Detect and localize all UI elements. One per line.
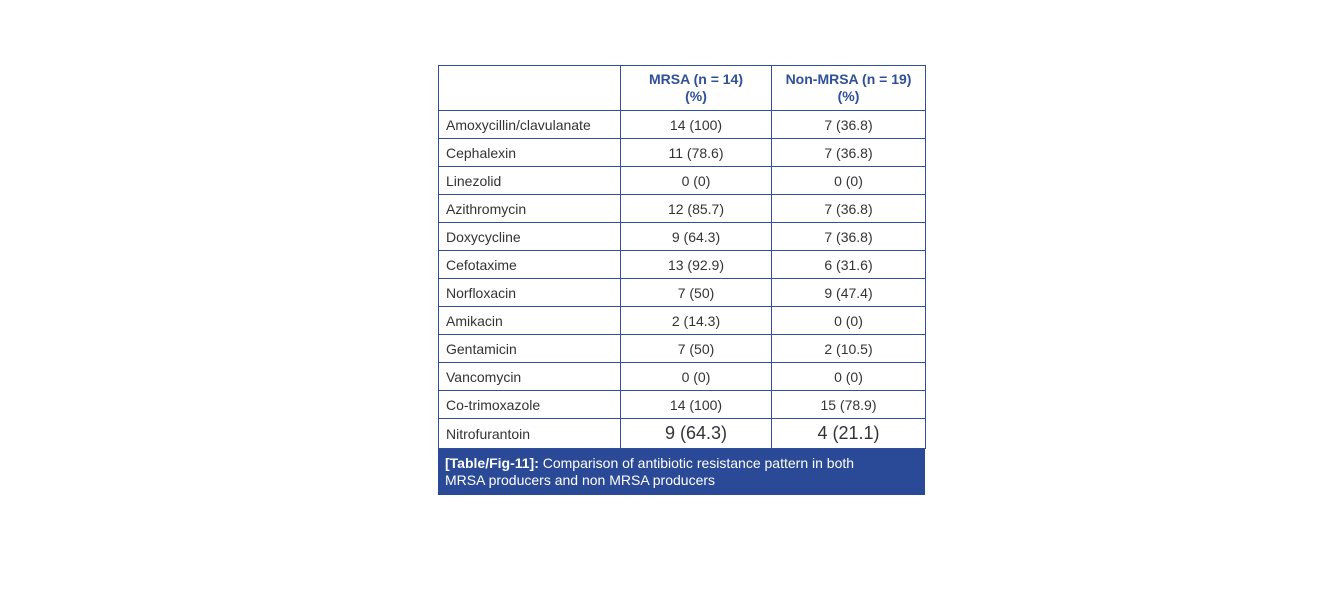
drug-cell: Doxycycline: [439, 223, 621, 251]
non-mrsa-cell: 0 (0): [772, 167, 926, 195]
non-mrsa-cell: 4 (21.1): [772, 419, 926, 449]
resistance-table: [438, 65, 926, 449]
table-row: [439, 223, 926, 251]
header-non-mrsa-line1: Non-MRSA (n = 19): [785, 71, 912, 87]
table-row: [439, 307, 926, 335]
table-row: [439, 363, 926, 391]
resistance-table-figure: [438, 65, 925, 495]
drug-cell: Co-trimoxazole: [439, 391, 621, 419]
table-row: [439, 391, 926, 419]
mrsa-cell: 13 (92.9): [621, 251, 772, 279]
header-mrsa-line2: (%): [685, 88, 707, 104]
mrsa-cell: 9 (64.3): [621, 223, 772, 251]
table-caption: [438, 449, 925, 495]
drug-cell: Cephalexin: [439, 139, 621, 167]
mrsa-cell: 0 (0): [621, 167, 772, 195]
mrsa-cell: 2 (14.3): [621, 307, 772, 335]
table-row: [439, 251, 926, 279]
drug-cell: Nitrofurantoin: [439, 419, 621, 449]
mrsa-cell: 14 (100): [621, 391, 772, 419]
table-row: [439, 111, 926, 139]
non-mrsa-cell: 7 (36.8): [772, 195, 926, 223]
table-row: [439, 335, 926, 363]
mrsa-cell: 14 (100): [621, 111, 772, 139]
mrsa-cell: 7 (50): [621, 335, 772, 363]
mrsa-cell: 9 (64.3): [621, 419, 772, 449]
header-non-mrsa: [772, 66, 926, 111]
non-mrsa-cell: 15 (78.9): [772, 391, 926, 419]
table-row: [439, 167, 926, 195]
header-mrsa: [621, 66, 772, 111]
drug-cell: Amikacin: [439, 307, 621, 335]
drug-cell: Vancomycin: [439, 363, 621, 391]
non-mrsa-cell: 7 (36.8): [772, 111, 926, 139]
drug-cell: Azithromycin: [439, 195, 621, 223]
non-mrsa-cell: 6 (31.6): [772, 251, 926, 279]
caption-text-line1: Comparison of antibiotic resistance pattern in both: [538, 455, 855, 471]
header-mrsa-line1: MRSA (n = 14): [649, 71, 743, 87]
non-mrsa-cell: 7 (36.8): [772, 139, 926, 167]
mrsa-cell: 7 (50): [621, 279, 772, 307]
caption-text-line2: MRSA producers and non MRSA producers: [445, 472, 716, 488]
drug-cell: Gentamicin: [439, 335, 621, 363]
table-row: [439, 139, 926, 167]
drug-cell: Linezolid: [439, 167, 621, 195]
table-row: [439, 195, 926, 223]
drug-cell: Norfloxacin: [439, 279, 621, 307]
non-mrsa-cell: 0 (0): [772, 363, 926, 391]
non-mrsa-cell: 2 (10.5): [772, 335, 926, 363]
mrsa-cell: 12 (85.7): [621, 195, 772, 223]
mrsa-cell: 11 (78.6): [621, 139, 772, 167]
non-mrsa-cell: 9 (47.4): [772, 279, 926, 307]
caption-label: [Table/Fig-11]:: [445, 455, 539, 471]
table-row: [439, 419, 926, 449]
table-row: [439, 279, 926, 307]
drug-cell: Cefotaxime: [439, 251, 621, 279]
non-mrsa-cell: 7 (36.8): [772, 223, 926, 251]
non-mrsa-cell: 0 (0): [772, 307, 926, 335]
header-non-mrsa-line2: (%): [837, 88, 860, 104]
header-drug: [439, 66, 621, 111]
table-header-row: [439, 66, 926, 111]
drug-cell: Amoxycillin/clavulanate: [439, 111, 621, 139]
mrsa-cell: 0 (0): [621, 363, 772, 391]
